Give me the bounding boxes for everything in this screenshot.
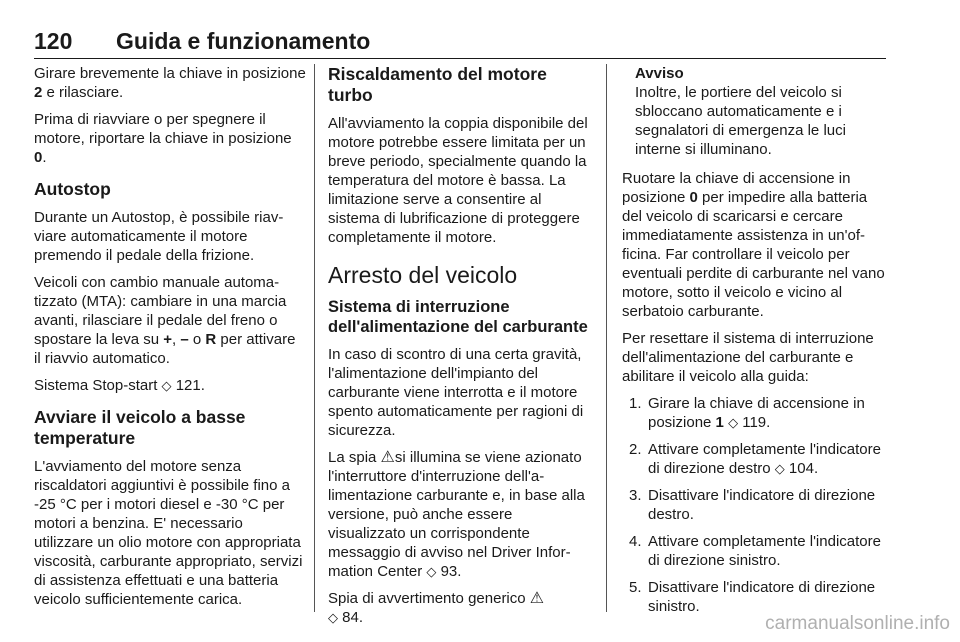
- paragraph: [622, 169, 886, 321]
- notice-text: Inoltre, le portiere del veicolo si sbloccano automaticamente e i segnalatori di emergenza le luci interne si illuminano.: [635, 84, 846, 158]
- paragraph: [34, 64, 306, 102]
- text: Girare la chiave di accensione in posizione: [648, 395, 865, 431]
- paragraph: [34, 376, 306, 395]
- warning-icon: ⚠: [380, 449, 395, 466]
- section-heading-fuel-cutoff: Sistema di interruzione dell'alimentazione del carburante: [328, 298, 588, 336]
- page-ref-link[interactable]: 104: [788, 460, 814, 477]
- text: La spia: [328, 449, 381, 466]
- paragraph: Per resettare il sistema di interruzione dell'alimentazione del carburante e abilitare il veicolo alla guida:: [622, 330, 874, 385]
- page-ref-link[interactable]: 93: [440, 563, 458, 580]
- list-item: [622, 486, 886, 524]
- text: Veicoli con cambio manuale automatizzato (MTA): cambiare in una marcia avanti, rilasciare il pedale del freno o spostare la leva su: [34, 274, 287, 348]
- page-ref-icon: ◇: [728, 415, 739, 430]
- page-ref-link[interactable]: 119: [742, 414, 767, 431]
- lever-r: R: [205, 331, 217, 348]
- text: e rilasciare.: [42, 84, 124, 101]
- chapter-heading-stop: Arresto del veicolo: [328, 262, 518, 288]
- page-ref-link[interactable]: 84: [342, 609, 359, 626]
- paragraph: Durante un Autostop, è possibile riavviare automaticamente il motore premendo il pedale della frizione.: [34, 209, 284, 264]
- text: si illumina se viene azionato l'interruttore d'interruzione dell'alimentazione carburante e, in base alla versione, può anche essere visualizzato un corrispondente messaggio di avviso nel Driver Information Center: [328, 449, 585, 580]
- page-ref-icon: ◇: [774, 461, 785, 476]
- text: .: [813, 460, 819, 477]
- column-left: [34, 64, 306, 617]
- paragraph: [34, 273, 306, 368]
- lever-plus: +: [163, 331, 173, 348]
- column-right: [622, 64, 886, 624]
- paragraph: [34, 110, 306, 167]
- text: .: [200, 377, 205, 394]
- step-number: 3.: [629, 487, 642, 504]
- text: Prima di riavviare o per spegnere il motore, riportare la chiave in posizione: [34, 111, 292, 147]
- text: Spia di avvertimento generico: [328, 590, 530, 607]
- text: ,: [172, 331, 181, 348]
- step-number: 2.: [629, 441, 642, 458]
- page-ref-icon: ◇: [161, 378, 172, 393]
- page-ref-icon: ◇: [328, 610, 338, 625]
- key-position: 2: [34, 84, 43, 101]
- column-divider: [314, 64, 315, 612]
- list-item: [622, 532, 886, 570]
- warning-icon: ⚠: [529, 590, 545, 607]
- page-title: Guida e funzionamento: [116, 28, 371, 54]
- step-number: 5.: [629, 579, 642, 596]
- paragraph: L'avviamento del motore senza riscaldatori aggiuntivi è possibile fino a -25 °C per i motori diesel e -30 °C per motori a benzina. E' necessario utilizzare un olio motore con appropriata viscosità, carburante appropriato, servizi di assistenza effettuati e una batteria veicolo sufficientemente carica.: [34, 458, 303, 608]
- step-number: 1.: [629, 395, 642, 412]
- column-divider: [606, 64, 607, 612]
- section-heading-turbo: Riscaldamento del motore turbo: [328, 64, 547, 105]
- key-position: 0: [689, 189, 698, 206]
- text: Girare brevemente la chiave in posizione: [34, 65, 306, 82]
- notice-title: Avviso: [635, 65, 684, 82]
- list-item: [622, 440, 886, 478]
- section-heading-autostop: Autostop: [34, 179, 111, 199]
- text: Attivare completamente l'indicatore di direzione destro: [648, 441, 881, 477]
- page-header: [34, 24, 886, 59]
- lever-minus: –: [180, 331, 189, 348]
- text: Disattivare l'indicatore di direzione destro.: [648, 487, 876, 523]
- text: Sistema Stop-start: [34, 377, 162, 394]
- step-number: 4.: [629, 533, 642, 550]
- text: o: [188, 331, 206, 348]
- paragraph: [328, 448, 590, 581]
- section-heading-cold-start: Avviare il veicolo a basse temperature: [34, 407, 246, 448]
- reset-steps-list: [622, 394, 886, 616]
- page-number: 120: [34, 28, 73, 54]
- text: .: [766, 414, 771, 431]
- text: .: [42, 149, 47, 166]
- text: Attivare completamente l'indicatore di direzione sinistro.: [648, 533, 881, 569]
- text: per attivare il riavvio automatico.: [34, 331, 296, 367]
- paragraph: In caso di scontro di una certa gravità, l'alimentazione dell'impianto del carburante viene interrotta e il motore spento automaticamente per ragioni di sicurezza.: [328, 346, 584, 439]
- text: .: [358, 609, 364, 626]
- key-position: 0: [34, 149, 43, 166]
- page-ref-link[interactable]: 121: [175, 377, 201, 394]
- notice-box: [622, 64, 886, 159]
- column-middle: [328, 64, 590, 635]
- watermark: carmanualsonline.info: [765, 613, 950, 634]
- text: Ruotare la chiave di accensione in posizione: [622, 170, 851, 206]
- paragraph: All'avviamento la coppia disponibile del motore potrebbe essere limitata per un breve periodo, specialmente quando la temperatura del motore è bassa. La limitazione serve a consentire al sistema di lubrificazione di proteggere completamente il motore.: [328, 115, 588, 246]
- text: Disattivare l'indicatore di direzione sinistro.: [648, 579, 876, 615]
- text: .: [457, 563, 462, 580]
- list-item: [622, 394, 886, 432]
- page-ref-icon: ◇: [426, 564, 437, 579]
- key-position: 1: [715, 414, 724, 431]
- text: per impedire alla batteria del veicolo di scaricarsi e cercare immediatamente assistenza in un'officina. Far controllare il veicolo per eventuali perdite di carburante nel vano motore, sotto il veicolo e vicino al serbatoio carburante.: [622, 189, 885, 320]
